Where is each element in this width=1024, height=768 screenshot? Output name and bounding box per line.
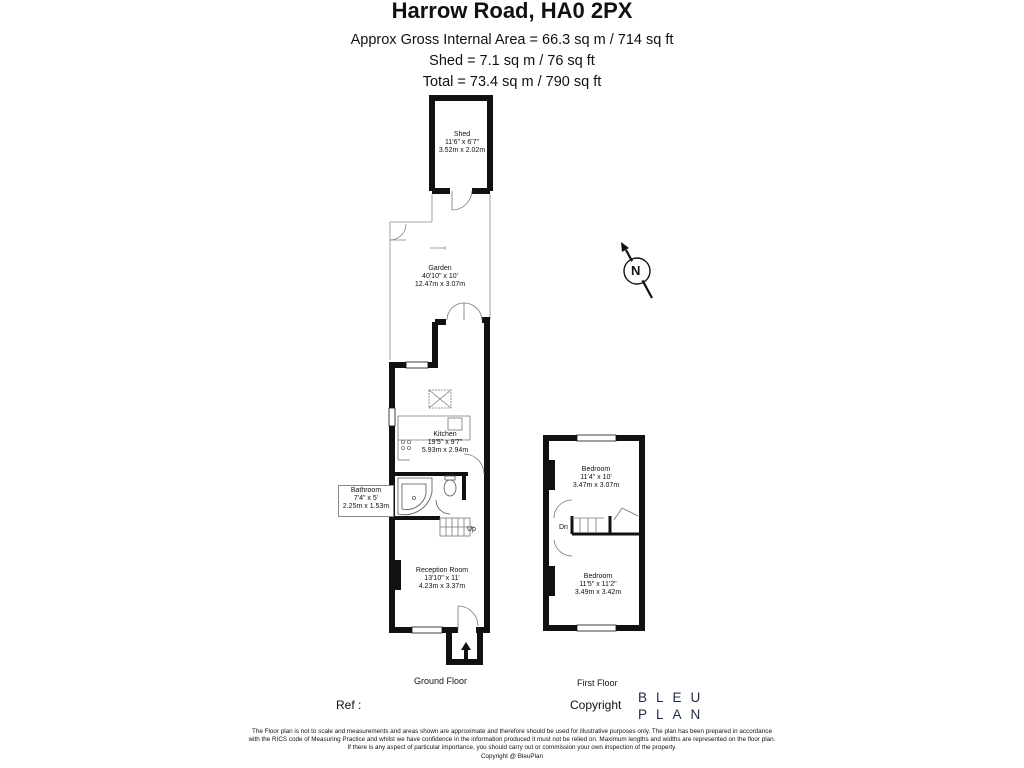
rear-garden-doors: [447, 303, 482, 320]
room-shed: [437, 131, 487, 155]
bathroom-fittings: [398, 476, 456, 515]
room-reception: [406, 567, 478, 591]
room-bedroom-1: [566, 466, 626, 490]
room-imperial: 11'4" x 10': [580, 474, 612, 481]
room-metric: 4.23m x 3.37m: [418, 583, 466, 590]
bleuplan-logo: [638, 689, 709, 723]
area-internal: Approx Gross Internal Area = 66.3 sq m / 714 sq ft: [350, 32, 674, 48]
kitchen-door-swing: [464, 454, 484, 474]
room-bathroom: [338, 487, 394, 511]
page-title: Harrow Road, HA0 2PX: [391, 0, 633, 23]
area-shed: Shed = 7.1 sq m / 76 sq ft: [429, 53, 595, 69]
room-name: Shed: [453, 131, 471, 138]
room-name: Garden: [428, 265, 452, 272]
room-imperial: 7'4" x 5': [353, 495, 379, 502]
first-internal: [572, 516, 642, 534]
room-garden: [410, 265, 470, 289]
room-imperial: 13'10" x 11': [424, 575, 460, 582]
room-metric: 3.49m x 3.42m: [574, 589, 622, 596]
room-kitchen: [418, 431, 472, 455]
shed-door-swing: [452, 191, 472, 210]
room-name: Reception Room: [415, 567, 469, 574]
first-fireplaces: [549, 460, 555, 596]
room-imperial: 19'5" x 9'7": [427, 439, 463, 446]
first-floor-label: First Floor: [577, 678, 618, 688]
room-bedroom-2: [566, 573, 630, 597]
ground-fireplace: [395, 560, 401, 590]
ref-label: Ref :: [336, 698, 362, 712]
room-metric: 3.47m x 3.07m: [572, 482, 620, 489]
room-metric: 2.25m x 1.53m: [342, 503, 390, 510]
room-imperial: 11'5" x 11'2": [579, 581, 617, 588]
disclaimer-line-3: If there is any aspect of particular importance, you should carry out or commission your own inspection of the property.: [347, 744, 677, 752]
room-metric: 3.52m x 2.02m: [438, 147, 486, 154]
ground-floor-walls: [392, 320, 487, 662]
disclaimer-line-1: The Floor plan is not to scale and measurements and areas shown are approximate and therefore should be used for illustrative purposes only. The plan has been prepared in accordance: [252, 728, 772, 735]
internal-walls: [395, 474, 468, 518]
room-name: Bedroom: [581, 466, 611, 473]
ground-floor-label: Ground Floor: [414, 676, 468, 686]
room-name: Bathroom: [350, 487, 382, 494]
room-imperial: 11'6" x 6'7": [445, 139, 479, 146]
room-metric: 5.93m x 2.94m: [421, 447, 469, 454]
room-name: Bedroom: [583, 573, 613, 580]
logo-line-2: PLAN: [638, 707, 710, 722]
disclaimer: [200, 728, 824, 761]
logo-line-1: BLEU: [638, 690, 710, 705]
disclaimer-line-2: with the RICS code of Measuring Practice and whilst we have confidence in the information produced it must not be relied on. Maximum lengths and widths are represented on the floor plan.: [248, 736, 776, 744]
disclaimer-line-4: Copyright @ BleuPlan: [480, 752, 544, 760]
area-total: Total = 73.4 sq m / 790 sq ft: [422, 74, 602, 90]
compass-letter: N: [631, 263, 641, 278]
copyright-label: Copyright: [570, 698, 622, 712]
stairs-up-label: Up: [467, 526, 476, 533]
room-metric: 12.47m x 3.07m: [414, 281, 466, 288]
stairs-down-label: Dn: [559, 524, 568, 531]
room-imperial: 40'10" x 10': [422, 273, 458, 280]
room-name: Kitchen: [433, 431, 457, 438]
